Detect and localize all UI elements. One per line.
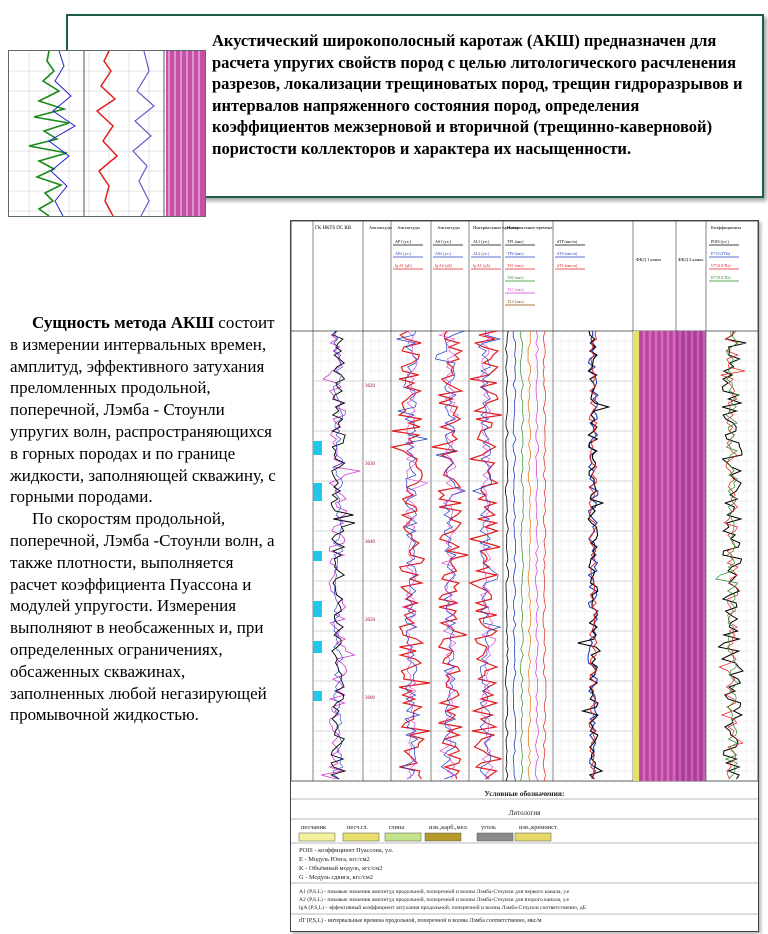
curve-label: E*10 (ГПа) bbox=[711, 251, 731, 256]
interval-curve bbox=[513, 331, 516, 781]
curve-label: TL2 (мкс) bbox=[507, 299, 524, 304]
curve-label: AP2 (у.е.) bbox=[395, 251, 412, 256]
curve-label: G*10 (ГПа) bbox=[711, 263, 731, 268]
track-header: Амплитуды bbox=[369, 225, 392, 230]
curve-label: POIS (у.е.) bbox=[711, 239, 729, 244]
curve-label: TL1 (мкс) bbox=[507, 287, 524, 292]
interval-curve bbox=[506, 331, 509, 781]
fkd-image-2 bbox=[676, 331, 706, 781]
curve-label: lg AS (дБ) bbox=[435, 263, 452, 268]
legend-line: G - Модуль сдвига, кгс/см2 bbox=[299, 874, 373, 881]
legend-line: POIS - коэффициент Пуассона, у.е. bbox=[299, 847, 394, 854]
body-text bbox=[10, 312, 282, 726]
litho-swatch bbox=[299, 833, 335, 841]
curve-label: TS2 (мкс) bbox=[507, 275, 524, 280]
legend-line: lgA (P,S,L) - эффективный коэффициент затухания продольной, поперечной и волны Лэмба-Стоунли соответственно, дБ bbox=[299, 905, 586, 911]
curve-label: TP1 (мкс) bbox=[507, 239, 524, 244]
log-thumbnail bbox=[8, 50, 206, 217]
legend-title: Условные обозначения: bbox=[484, 789, 565, 798]
curve-label: dTP (мкс/м) bbox=[557, 239, 577, 244]
interval-curve bbox=[528, 331, 531, 781]
track-header: ФКД 2 канал bbox=[678, 257, 704, 262]
fkd-image-1 bbox=[633, 331, 676, 781]
legend-line: A1 (P,S,L) - пиковые значения амплитуд продольной, поперечной и волны Лэмба-Стоунли для первого канала, у.е bbox=[299, 889, 570, 895]
amp-magenta bbox=[402, 331, 428, 779]
fill-cyan bbox=[313, 691, 322, 701]
curve-label: TP2 (мкс) bbox=[507, 251, 524, 256]
curve-label: K*10 (ГПа) bbox=[711, 275, 731, 280]
lead-text: Сущность метода АКШ bbox=[32, 313, 215, 332]
track-header: ГК НКТ6 ПС КВ bbox=[315, 226, 352, 231]
fill-cyan bbox=[313, 441, 322, 455]
track-header: Интервальные времена bbox=[473, 225, 519, 230]
curve-label: lg AL (дБ) bbox=[473, 263, 491, 268]
litho-label: глина bbox=[389, 824, 405, 831]
curve-label: AP1 (у.е.) bbox=[395, 239, 412, 244]
litho-label: изв.,кремнист. bbox=[519, 824, 558, 831]
litho-swatch bbox=[343, 833, 379, 841]
track-header: Амплитуды bbox=[437, 225, 460, 230]
depth-label: 3660 bbox=[365, 696, 375, 701]
litho-swatch bbox=[515, 833, 551, 841]
depth-label: 3630 bbox=[365, 462, 375, 467]
litho-label: песчаник bbox=[301, 824, 327, 831]
curve-label: AL1 (у.е.) bbox=[473, 239, 490, 244]
header-text: Акустический широкополосный каротаж (АКШ) предназначен для расчета упругих свойств пород с целью литологического расчленения разрезов, локализации трещиноватых пород, трещин гидроразрывов и интервалов напряженного состояния пород, определения коэффициентов межзерновой и вторичной (трещинно-каверновой) пористости коллекторов и характера их насыщенности. bbox=[212, 31, 743, 158]
litho-label: песч.гл. bbox=[347, 824, 369, 831]
litho-swatch bbox=[385, 833, 421, 841]
depth-label: 3640 bbox=[365, 540, 375, 545]
paragraph2-text: По скоростям продольной, поперечной, Лэмба -Стоунли волн, а также плотности, выполняется расчет коэффициента Пуассона и модулей упругости. Измерения выполняют в необсаженных и, при определенных ограничениях, обсаженных скважинах, заполненных любой негазирующей промывочной жидкостью. bbox=[10, 509, 275, 725]
curve-label: AL2 (у.е.) bbox=[473, 251, 490, 256]
legend-line: A2 (P,S,L) - пиковые значения амплитуд продольной, поперечной и волны Лэмба-Стоунли для второго канала, у.е bbox=[299, 897, 570, 903]
track-header: Амплитуды bbox=[397, 225, 420, 230]
paragraph1-text: состоит в измерении интервальных времен, амплитуд, эффективного затухания преломленных продольной, поперечной, Лэмба - Стоунли упругих волн, распространяющихся в горных породах и по границе жидкости, заполняющей скважину, с горными породами. bbox=[10, 313, 276, 507]
litho-column bbox=[633, 331, 639, 781]
curve-label: dTL (мкс/м) bbox=[557, 263, 578, 268]
amp-blue bbox=[435, 331, 465, 779]
legend-line: dT (P,S,L) - интервальные времена продольной, поперечной и волны Лэмба соответственно, мкс/м bbox=[299, 918, 542, 924]
litho-swatch bbox=[425, 833, 461, 841]
track-header: Коэффициенты bbox=[711, 225, 742, 230]
legend-line: K - Объёмный модуль, кгс/см2 bbox=[299, 865, 383, 872]
pois-curve bbox=[719, 331, 747, 779]
curve-label: lg A1 (дБ) bbox=[395, 263, 412, 268]
fill-cyan bbox=[313, 483, 322, 501]
legend-line: E - Модуль Юнга, кгс/см2 bbox=[299, 856, 370, 863]
interval-curve bbox=[543, 331, 546, 781]
log-panel bbox=[290, 220, 759, 932]
interval-curve bbox=[536, 331, 539, 781]
fill-cyan bbox=[313, 551, 322, 561]
curve-label: TS1 (мкс) bbox=[507, 263, 524, 268]
amp-red bbox=[470, 331, 502, 779]
curve-label: AS2 (у.е.) bbox=[435, 251, 452, 256]
litho-label: изв.,карб.,мел. bbox=[429, 824, 469, 831]
litho-swatch bbox=[477, 833, 513, 841]
litho-label: уголь bbox=[481, 824, 496, 831]
fill-cyan bbox=[313, 641, 322, 653]
depth-label: 3620 bbox=[365, 384, 375, 389]
track-header: Интервальные времена bbox=[507, 225, 553, 230]
curve-label: AS1 (у.е.) bbox=[435, 239, 452, 244]
depth-label: 3650 bbox=[365, 618, 375, 623]
interval-curve bbox=[521, 331, 524, 781]
lithology-title: Литология bbox=[508, 809, 541, 817]
track-header: ФКД 1 канал bbox=[636, 257, 662, 262]
curve-label: dTS (мкс/м) bbox=[557, 251, 578, 256]
fill-cyan bbox=[313, 601, 322, 617]
